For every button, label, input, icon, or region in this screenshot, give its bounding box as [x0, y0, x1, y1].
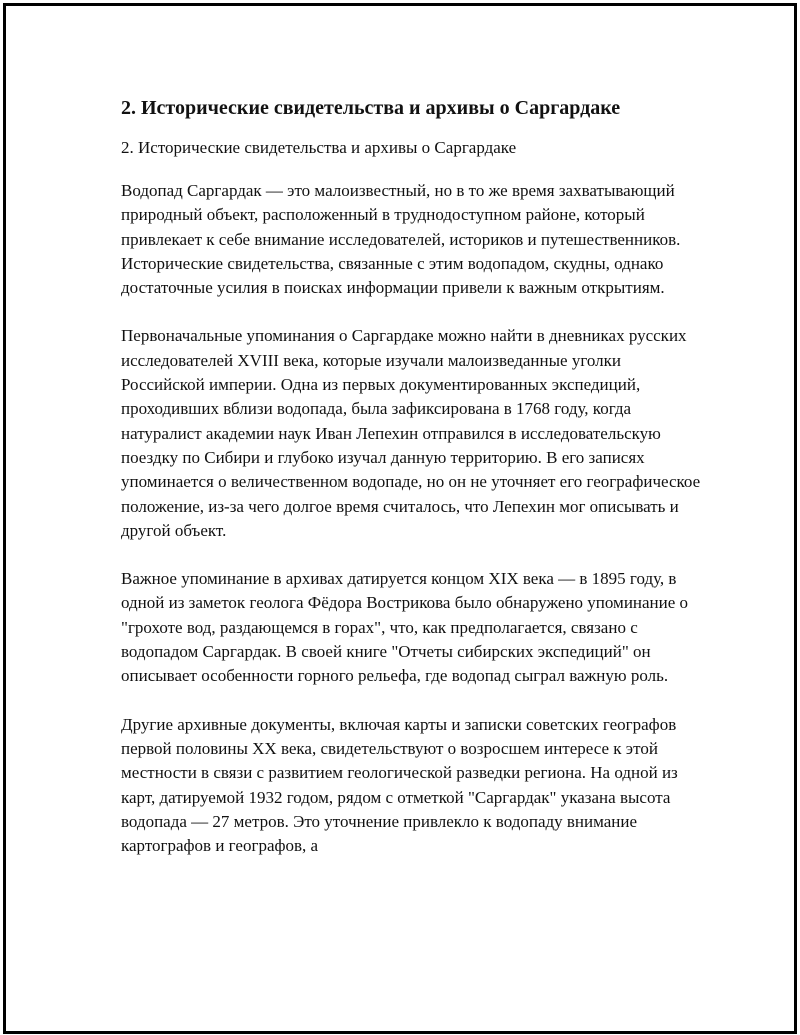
section-heading: 2. Исторические свидетельства и архивы о Саргардаке: [121, 97, 621, 119]
paragraph-soviet-documents: Другие архивные документы, включая карты и записки советских географов первой половины XX века, свидетельствуют о возросшем интересе к этой местности в связи с развитием геологической разведки региона. На одной из карт, датируемой 1932 годом, рядом с отметкой "Саргардак" указана высота водопада — 27 метров. Это уточнение привлекло к водопаду внимание картографов и географов, а: [121, 714, 678, 856]
paragraph-intro: Водопад Саргардак — это малоизвестный, но в то же время захватывающий природный объект, расположенный в труднодоступном районе, который привлекает к себе внимание исследователей, историков и путешественников. Исторические свидетельства, связанные с этим водопадом, скудны, однако достаточные усилия в поисках информации привели к важным открытиям.: [121, 181, 681, 298]
paragraph-first-mentions: Первоначальные упоминания о Саргардаке можно найти в дневниках русских исследователей XVIII века, которые изучали малоизведанные уголки Российской империи. Одна из первых документированных экспедиций, проходивших вблизи водопада, была зафиксирована в 1768 году, когда натуралист академии наук Иван Лепехин отправился в исследовательскую поездку по Сибири и глубоко изучал данную территорию. В его записях упоминается о величественном водопаде, но он не уточняет его географическое положение, из-за чего долгое время считалось, что Лепехин мог описывать и другой объект.: [121, 326, 701, 540]
document-page: [3, 3, 797, 1034]
paragraph-archive-1895: Важное упоминание в архивах датируется концом XIX века — в 1895 году, в одной из заметок геолога Фёдора Вострикова было обнаружено упоминание о "грохоте вод, раздающемся в горах", что, как предполагается, связано с водопадом Саргардак. В своей книге "Отчеты сибирских экспедиций" он описывает особенности горного рельефа, где водопад сыграл важную роль.: [121, 569, 689, 686]
document-body: [121, 94, 701, 882]
section-subheading: 2. Исторические свидетельства и архивы о Саргардаке: [121, 138, 517, 157]
